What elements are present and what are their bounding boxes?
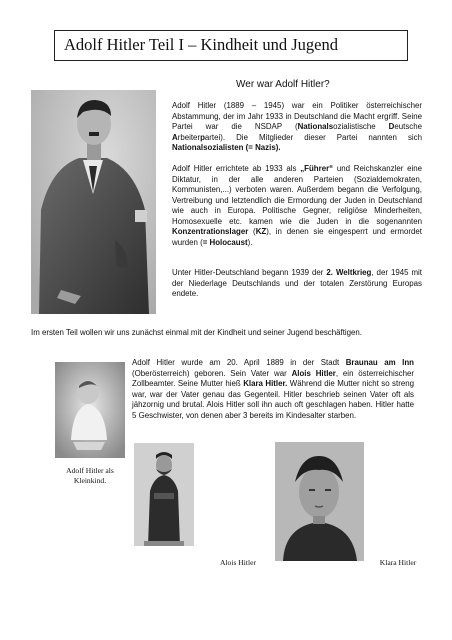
intro-paragraph-3: [172, 268, 422, 300]
child-photo-caption: Adolf Hitler als Kleinkind.: [66, 466, 114, 485]
klara-photo: [275, 442, 364, 561]
text-run: (: [248, 227, 256, 236]
bold-text: Nationalsozialisten (= Nazis).: [172, 143, 281, 152]
page-title: Adolf Hitler Teil I – Kindheit und Jugend: [64, 35, 338, 54]
text-run: Unter Hitler-Deutschland begann 1939 der: [172, 268, 327, 277]
title-box: [54, 30, 408, 61]
bold-text: Braunau am Inn: [345, 358, 414, 367]
bold-text: Konzentrationslager: [172, 227, 249, 236]
text-run: Adolf Hitler wurde am 20. April 1889 in der Stadt: [132, 358, 346, 367]
bold-text: Klara Hitler.: [243, 379, 288, 388]
portrait-photo: [31, 90, 156, 314]
alois-photo: [134, 443, 194, 546]
section-subtitle: Wer war Adolf Hitler?: [236, 79, 330, 90]
text-run: und Reichskanzler eine Diktatur, in der alle anderen Parteien (Sozialdemokraten, Kommunisten,...) verboten waren. Außerdem begann die Verfolgung, Vertreibung und letztendlich die Ermordung der Juden in Deutschland wie auch in Europa. Politische Gegner, religiöse Minderheiten, Homosexuelle etc. kamen wie die Juden in die sogenannten: [172, 164, 422, 226]
text-run: rbeiter: [177, 132, 201, 142]
text-run: , der 1945 mit der Niederlage Deutschlands und der totalen Zerstörung Europas endete.: [172, 268, 423, 298]
bold-text: = Holocaust: [202, 237, 248, 247]
bold-text: 2. Weltkrieg: [326, 268, 372, 277]
text-run: artei). Die Mitglieder dieser Partei nannten sich: [204, 132, 422, 142]
text-run: Adolf Hitler (1889 – 1945) war ein Politiker österreichischer Abstammung, der im Jahr 1933 in Deutschland die Macht ergriff. Seine Partei war die NSDAP (: [172, 101, 422, 131]
bold-text: A: [172, 132, 178, 142]
text-run: , ein österreichischer Zollbeamter. Seine Mutter hieß: [132, 368, 414, 388]
text-run: ozialistische: [333, 122, 389, 131]
text-run: Adolf Hitler errichtete ab 1933 als: [172, 164, 301, 173]
intro-paragraph-1: [172, 101, 422, 154]
bold-text: D: [388, 122, 395, 131]
intro-paragraph-2: [172, 164, 422, 248]
child-photo: [55, 362, 125, 458]
text-run: ).: [247, 237, 253, 247]
text-run: ), in denen sie eingesperrt und ermordet wurden (: [172, 227, 422, 247]
text-run: eutsche: [394, 122, 423, 131]
bold-text: Alois Hitler: [291, 368, 336, 378]
text-run: Während die Mutter nicht so streng war, war der Vater genau das Gegenteil. Hitler beschrieb seinen Vater oft als jähzornig und brutal. Alois Hitler soll ihn auch oft geschlagen haben. Hitler hatte 5 Geschwister, von denen aber 3 bereits im Kindesalter starben.: [132, 379, 414, 420]
childhood-paragraph: [132, 358, 414, 421]
bold-text: „Führer“: [300, 164, 334, 173]
bold-text: KZ: [255, 227, 267, 236]
text-run: (Oberösterreich) geboren. Sein Vater war: [132, 368, 292, 378]
bold-text: p: [200, 132, 205, 142]
klara-photo-caption: Klara Hitler: [379, 558, 417, 567]
alois-photo-caption: Alois Hitler: [219, 558, 257, 567]
bold-text: Nationals: [297, 122, 334, 131]
transition-paragraph: Im ersten Teil wollen wir uns zunächst einmal mit der Kindheit und seiner Jugend beschäftigen.: [31, 328, 363, 337]
